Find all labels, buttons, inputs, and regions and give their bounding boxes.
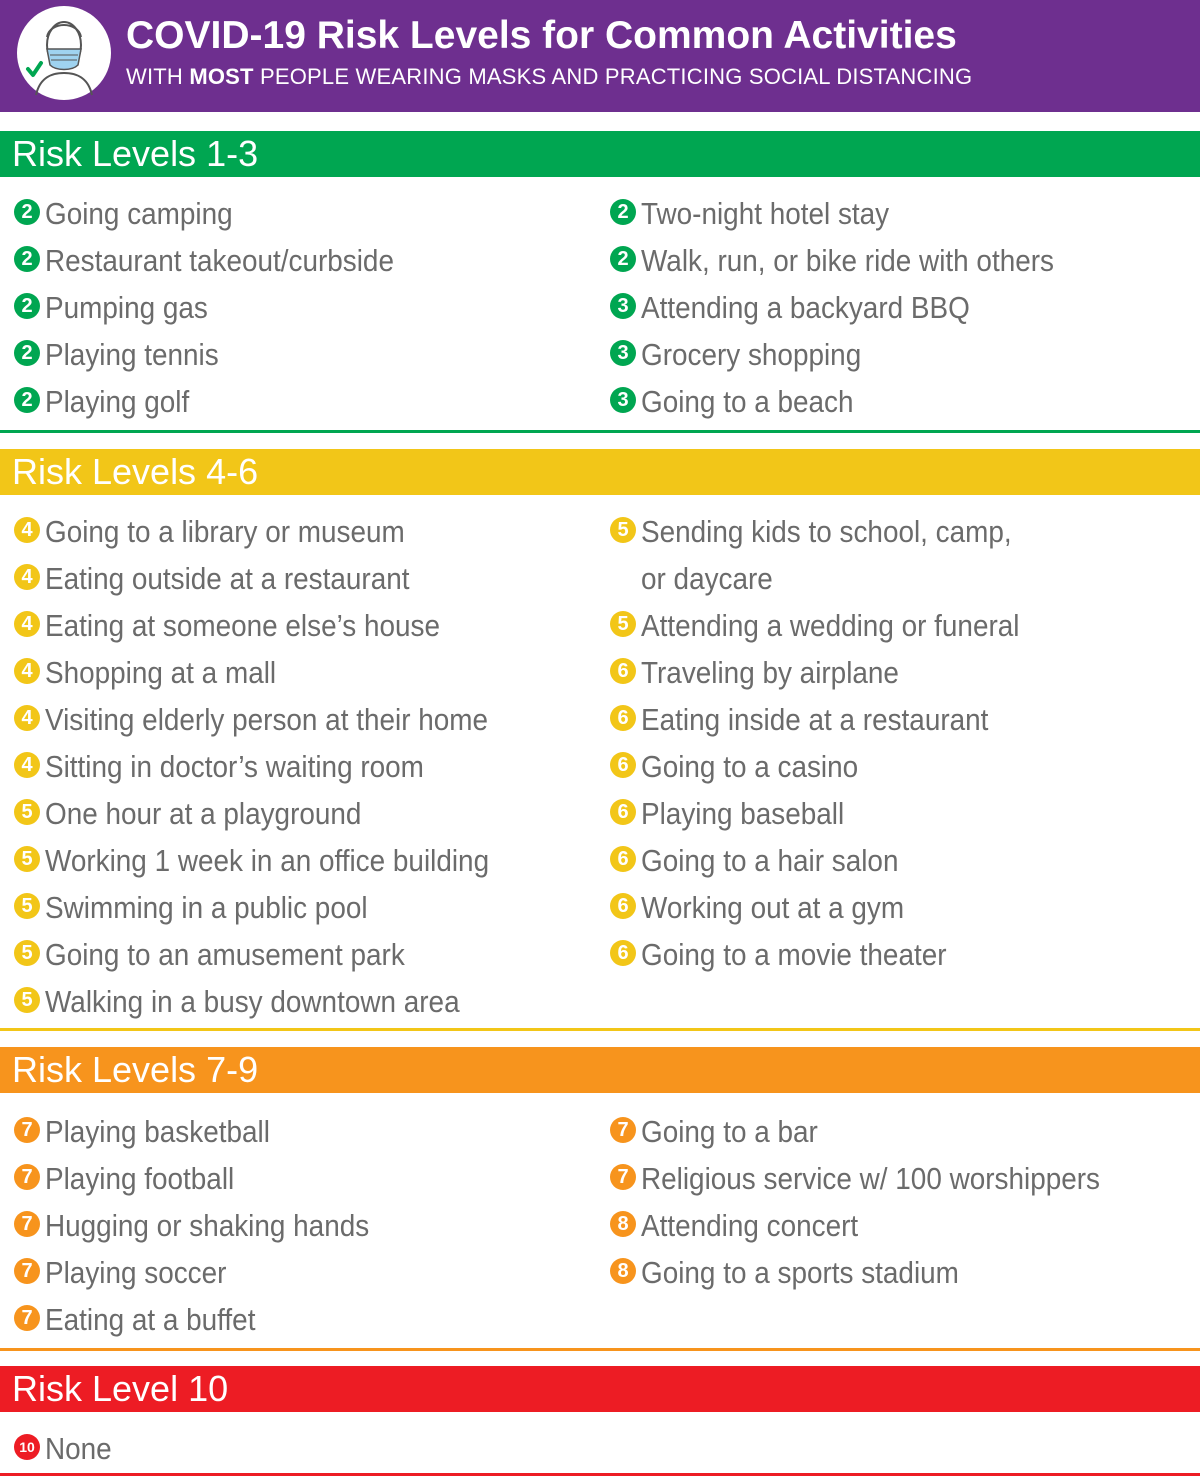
activity-label: Going to an amusement park (45, 936, 405, 972)
risk-section-header: Risk Levels 7-9 (0, 1047, 1200, 1093)
activity-item (14, 237, 433, 281)
activity-item (14, 1425, 119, 1469)
activity-item (14, 1249, 247, 1293)
activity-item (14, 284, 226, 328)
activity-item (14, 743, 466, 787)
activity-item (14, 649, 302, 693)
activity-item (610, 555, 787, 599)
risk-level-badge: 7 (14, 1117, 40, 1143)
activity-item (14, 1202, 405, 1246)
risk-level-badge: 4 (14, 658, 40, 684)
risk-level-badge: 7 (14, 1305, 40, 1331)
activity-item (14, 602, 484, 646)
risk-level-badge: 3 (610, 293, 636, 319)
activity-item (14, 1155, 255, 1199)
activity-label: Going camping (45, 195, 233, 231)
activity-label: Working 1 week in an office building (45, 842, 490, 878)
section-divider (0, 1473, 1200, 1476)
activity-label: Playing basketball (45, 1113, 270, 1149)
activity-label: Walk, run, or bike ride with others (641, 242, 1054, 278)
activity-label: Going to a casino (641, 748, 859, 784)
risk-section-header: Risk Levels 1-3 (0, 131, 1200, 177)
page-subtitle (126, 63, 972, 91)
activity-item (610, 837, 927, 881)
risk-level-badge: 6 (610, 752, 636, 778)
activity-item (610, 1108, 837, 1152)
risk-level-badge: 4 (14, 705, 40, 731)
activity-item (610, 1249, 994, 1293)
risk-level-badge: 8 (610, 1258, 636, 1284)
risk-level-badge: 6 (610, 846, 636, 872)
activity-item (610, 284, 1006, 328)
risk-level-badge: 3 (610, 340, 636, 366)
activity-item (610, 884, 933, 928)
risk-level-badge: 6 (610, 658, 636, 684)
risk-level-badge: 2 (14, 387, 40, 413)
risk-level-badge: 2 (14, 340, 40, 366)
activity-label: Two-night hotel stay (641, 195, 890, 231)
risk-level-badge: 2 (14, 199, 40, 225)
activity-item (610, 378, 877, 422)
risk-level-badge (610, 564, 636, 590)
activity-label: Eating at someone else’s house (45, 607, 441, 643)
risk-level-badge: 4 (14, 611, 40, 637)
activity-label: Going to a sports stadium (641, 1254, 959, 1290)
activity-item (610, 331, 886, 375)
risk-level-badge: 10 (14, 1434, 40, 1460)
activity-label: Pumping gas (45, 289, 208, 325)
activity-item (14, 1296, 279, 1340)
activity-label: Walking in a busy downtown area (45, 983, 460, 1019)
activity-label: Grocery shopping (641, 336, 862, 372)
activity-item (610, 743, 882, 787)
activity-label: Playing football (45, 1160, 235, 1196)
activity-item (14, 696, 537, 740)
activity-label: Attending a wedding or funeral (641, 607, 1020, 643)
activity-item (14, 508, 445, 552)
activity-label: Eating at a buffet (45, 1301, 256, 1337)
subtitle-part: WITH (126, 64, 190, 89)
activity-item (14, 331, 238, 375)
risk-level-badge: 6 (610, 893, 636, 919)
activity-label: Sitting in doctor’s waiting room (45, 748, 424, 784)
activity-item (14, 378, 205, 422)
activity-label: or daycare (641, 560, 773, 596)
activity-item (610, 1155, 1151, 1199)
activity-item (610, 602, 1062, 646)
section-divider (0, 430, 1200, 433)
activity-label: Shopping at a mall (45, 654, 277, 690)
activity-item (14, 555, 450, 599)
risk-level-badge: 5 (610, 611, 636, 637)
activity-label: Going to a bar (641, 1113, 818, 1149)
section-divider (0, 1348, 1200, 1351)
risk-level-badge: 5 (14, 799, 40, 825)
activity-label: Religious service w/ 100 worshippers (641, 1160, 1101, 1196)
activity-item (14, 931, 445, 975)
risk-level-badge: 2 (14, 246, 40, 272)
activity-label: Going to a library or museum (45, 513, 405, 549)
activity-label: Going to a beach (641, 383, 854, 419)
activity-item (610, 190, 917, 234)
risk-section-header: Risk Levels 4-6 (0, 449, 1200, 495)
activity-label: Visiting elderly person at their home (45, 701, 489, 737)
activity-item (14, 978, 506, 1022)
activity-label: One hour at a playground (45, 795, 362, 831)
activity-label: Eating outside at a restaurant (45, 560, 410, 596)
activity-item (14, 790, 397, 834)
risk-level-badge: 4 (14, 517, 40, 543)
risk-level-badge: 7 (14, 1258, 40, 1284)
risk-section-header: Risk Level 10 (0, 1366, 1200, 1412)
activity-label: Swimming in a public pool (45, 889, 368, 925)
activity-label: None (45, 1430, 112, 1466)
activity-item (14, 884, 403, 928)
page-title: COVID-19 Risk Levels for Common Activities (126, 14, 957, 57)
risk-level-badge: 2 (14, 293, 40, 319)
risk-level-badge: 6 (610, 705, 636, 731)
risk-level-badge: 3 (610, 387, 636, 413)
risk-level-badge: 7 (14, 1164, 40, 1190)
activity-label: Sending kids to school, camp, (641, 513, 1012, 549)
risk-level-badge: 2 (610, 246, 636, 272)
risk-level-badge: 5 (14, 940, 40, 966)
activity-item (610, 1202, 882, 1246)
risk-level-badge: 7 (610, 1164, 636, 1190)
activity-item (610, 790, 867, 834)
risk-level-badge: 5 (14, 987, 40, 1013)
masked-person-icon (14, 3, 114, 103)
activity-label: Playing tennis (45, 336, 219, 372)
activity-label: Going to a movie theater (641, 936, 947, 972)
risk-level-badge: 6 (610, 940, 636, 966)
header-banner (0, 0, 1200, 112)
activity-item (14, 190, 254, 234)
activity-label: Restaurant takeout/curbside (45, 242, 394, 278)
activity-item (610, 696, 1027, 740)
activity-label: Hugging or shaking hands (45, 1207, 370, 1243)
risk-level-badge: 5 (610, 517, 636, 543)
risk-level-badge: 7 (14, 1211, 40, 1237)
activity-label: Attending a backyard BBQ (641, 289, 970, 325)
risk-level-badge: 4 (14, 752, 40, 778)
section-divider (0, 1028, 1200, 1031)
activity-label: Playing baseball (641, 795, 845, 831)
subtitle-emphasis: MOST (189, 64, 254, 89)
risk-level-badge: 2 (610, 199, 636, 225)
activity-item (610, 931, 980, 975)
activity-item (610, 508, 1053, 552)
activity-label: Attending concert (641, 1207, 859, 1243)
activity-item (610, 237, 1100, 281)
activity-label: Playing soccer (45, 1254, 227, 1290)
risk-level-badge: 4 (14, 564, 40, 590)
risk-level-badge: 5 (14, 893, 40, 919)
risk-level-badge: 6 (610, 799, 636, 825)
activity-item (14, 1108, 295, 1152)
activity-label: Going to a hair salon (641, 842, 899, 878)
activity-label: Playing golf (45, 383, 190, 419)
activity-item (14, 837, 538, 881)
risk-level-badge: 7 (610, 1117, 636, 1143)
risk-level-badge: 8 (610, 1211, 636, 1237)
activity-item (610, 649, 928, 693)
activity-label: Eating inside at a restaurant (641, 701, 989, 737)
activity-label: Working out at a gym (641, 889, 905, 925)
subtitle-part: PEOPLE WEARING MASKS AND PRACTICING SOCIAL DISTANCING (253, 64, 973, 89)
activity-label: Traveling by airplane (641, 654, 899, 690)
risk-level-badge: 5 (14, 846, 40, 872)
